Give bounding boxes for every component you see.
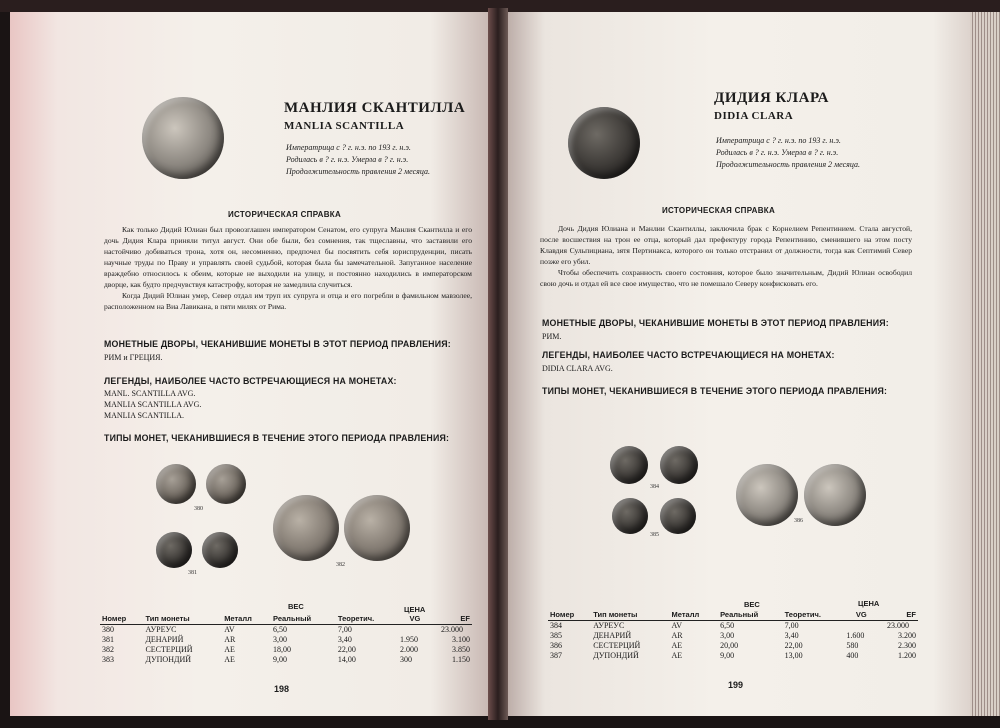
coin-386-obverse <box>736 464 798 526</box>
mints-heading: МОНЕТНЫЕ ДВОРЫ, ЧЕКАНИВШИЕ МОНЕТЫ В ЭТОТ ПЕРИОД ПРАВЛЕНИЯ: <box>104 339 451 349</box>
price-group-header: ЦЕНА <box>858 599 880 608</box>
right-page <box>508 12 970 716</box>
table-row: 380 АУРЕУС AV 6,50 7,00 23.000 <box>102 625 463 634</box>
page-number: 199 <box>728 680 744 690</box>
mints-value: РИМ и ГРЕЦИЯ. <box>104 353 163 362</box>
legends-list: MANL. SCANTILLA AVG. MANLIA SCANTILLA AVG. MANLIA SCANTILLA. <box>104 389 202 420</box>
price-table <box>548 610 918 661</box>
coin-385-reverse <box>660 498 696 534</box>
coin-380-obverse <box>156 464 196 504</box>
page-title: МАНЛИЯ СКАНТИЛЛА <box>284 100 466 116</box>
coin-label-385: 385 <box>650 532 659 538</box>
coin-386-reverse <box>804 464 866 526</box>
coin-label-382: 382 <box>336 562 345 568</box>
coin-382-reverse <box>344 495 410 561</box>
history-text: Как только Дидий Юлиан был провозглашен императором Сенатом, его супруга Манлия Скантилла и его дочь Дидия Клара приняли титул август. Они обе были, без сомнения, так тщеславны, что заставили его настойчиво добиваться трона, хотя он, несомненно, предпочел бы посвятить себя юриспруденции, писать научные труды по Праву и управлять своей судьбой, которая была бы замечательной. Запуганное население враждебно относилось к обеим, которые не выходили на улицу, и постоянно находились в императорском дворце, как будто предчувствуя катастрофу, которая не замедлила случиться. Когда Дидий Юлиан умер, Север отдал им труп их супруга и отца и его погребли в фамильном мавзолее, расположенном на Виа Лавикана, в пяти милях от Рима. <box>104 225 472 311</box>
coin-label-386: 386 <box>794 518 803 524</box>
coin-384-reverse <box>660 446 698 484</box>
weight-group-header: ВЕС <box>288 602 304 611</box>
table-row: 386 СЕСТЕРЦИЙ AE 20,00 22,00 580 2.300 <box>550 641 916 650</box>
price-group-header: ЦЕНА <box>404 605 426 614</box>
history-heading: ИСТОРИЧЕСКАЯ СПРАВКА <box>228 210 342 219</box>
coin-381-obverse <box>156 532 192 568</box>
legends-list: DIDIA CLARA AVG. <box>542 364 613 373</box>
page-subtitle: MANLIA SCANTILLA <box>284 120 405 132</box>
table-row: 383 ДУПОНДИЙ AE 9,00 14,00 300 1.150 <box>102 655 470 664</box>
coin-380-reverse <box>206 464 246 504</box>
coin-385-obverse <box>612 498 648 534</box>
coin-381-reverse <box>202 532 238 568</box>
page-edges <box>970 12 1000 716</box>
history-text: Дочь Дидия Юлиана и Манлии Скантиллы, заключила брак с Корнелием Репентинием. Стала августой, после восшествия на трон ее отца, который дал префектуру города Репентинию, сменившего на этом посту Клавдия Сульпициана, зятя Пертинакса, которого он только отстранил от должности, тогда как Септимий Север позже его убил. Чтобы обеспечить сохранность своего состояния, которое было значительным, Дидий Юлиан освободил свою дочь и отдал ей все свое имущество, что не помешало Северу конфисковать его. <box>540 224 912 288</box>
mints-heading: МОНЕТНЫЕ ДВОРЫ, ЧЕКАНИВШИЕ МОНЕТЫ В ЭТОТ ПЕРИОД ПРАВЛЕНИЯ: <box>542 318 889 328</box>
portrait-coin-manlia <box>142 97 224 179</box>
coin-label-380: 380 <box>194 506 203 512</box>
page-subtitle: DIDIA CLARA <box>714 110 794 122</box>
coin-types-heading: ТИПЫ МОНЕТ, ЧЕКАНИВШИЕСЯ В ТЕЧЕНИЕ ЭТОГО ПЕРИОДА ПРАВЛЕНИЯ: <box>542 386 888 396</box>
reign-info: Императрица с ? г. н.э. по 193 г. н.э. Родилась в ? г. н.э. Умерла в ? г. н.э. Продолжительность правления 2 месяца. <box>286 143 430 176</box>
page-title: ДИДИЯ КЛАРА <box>714 90 830 106</box>
page-number: 198 <box>274 684 290 694</box>
table-row: 384 АУРЕУС AV 6,50 7,00 23.000 <box>550 621 910 630</box>
history-heading: ИСТОРИЧЕСКАЯ СПРАВКА <box>662 206 776 215</box>
book-spine <box>488 8 508 720</box>
reign-info: Императрица с ? г. н.э. по 193 г. н.э. Родилась в ? г. н.э. Умерла в ? г. н.э. Продолжительность правления 2 месяца. <box>716 136 860 169</box>
table-row: 387 ДУПОНДИЙ AE 9,00 13,00 400 1.200 <box>550 651 916 660</box>
table-row: 382 СЕСТЕРЦИЙ AE 18,00 22,00 2.000 3.850 <box>102 645 470 654</box>
weight-group-header: ВЕС <box>744 600 760 609</box>
left-page <box>10 12 488 716</box>
legends-heading: ЛЕГЕНДЫ, НАИБОЛЕЕ ЧАСТО ВСТРЕЧАЮЩИЕСЯ НА МОНЕТАХ: <box>542 350 835 360</box>
coin-label-381: 381 <box>188 570 197 576</box>
coin-label-384: 384 <box>650 484 659 490</box>
coin-382-obverse <box>273 495 339 561</box>
mints-value: РИМ. <box>542 332 562 341</box>
table-header-row: Номер Тип монеты Металл Реальный Теоретич. VG EF <box>102 614 470 623</box>
portrait-coin-didia <box>568 107 640 179</box>
table-row: 385 ДЕНАРИЙ AR 3,00 3,40 1.600 3.200 <box>550 631 916 640</box>
coin-types-heading: ТИПЫ МОНЕТ, ЧЕКАНИВШИЕСЯ В ТЕЧЕНИЕ ЭТОГО ПЕРИОДА ПРАВЛЕНИЯ: <box>104 433 450 443</box>
table-row: 381 ДЕНАРИЙ AR 3,00 3,40 1.950 3.100 <box>102 635 470 644</box>
coin-384-obverse <box>610 446 648 484</box>
table-header-row: Номер Тип монеты Металл Реальный Теоретич. VG EF <box>550 610 916 619</box>
legends-heading: ЛЕГЕНДЫ, НАИБОЛЕЕ ЧАСТО ВСТРЕЧАЮЩИЕСЯ НА МОНЕТАХ: <box>104 376 397 386</box>
price-table <box>100 614 472 665</box>
